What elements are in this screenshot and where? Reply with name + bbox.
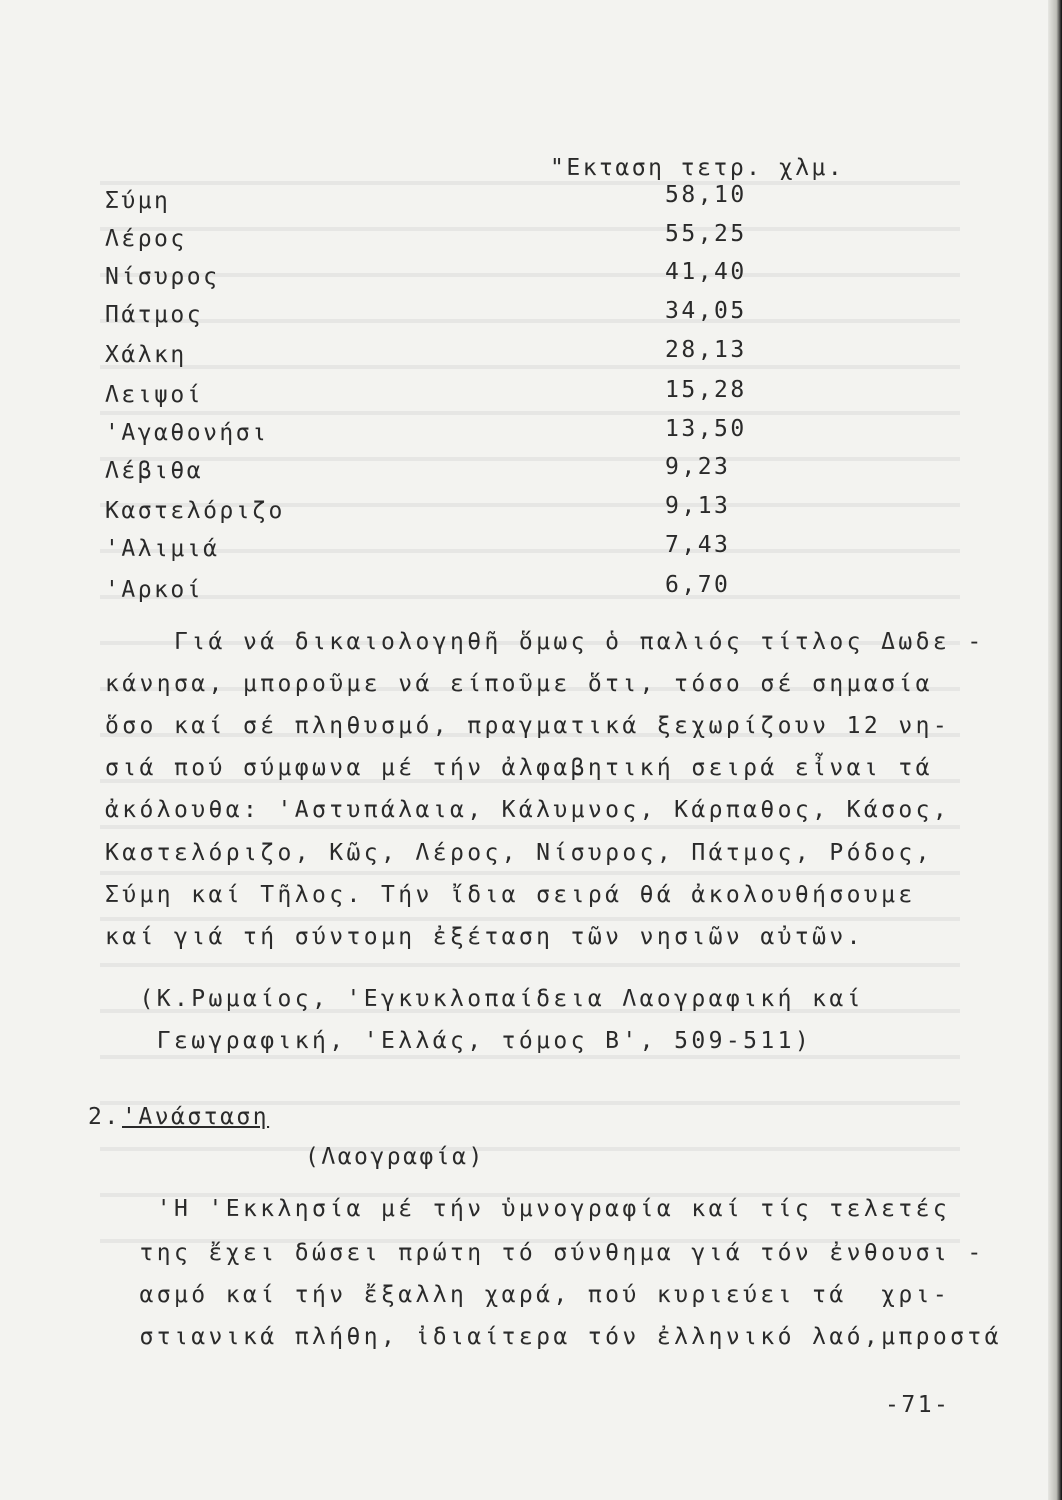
table-row-name: 'Αλιμιά xyxy=(105,536,220,562)
citation-line: Γεωγραφική, 'Ελλάς, τόμος Β', 509-511) xyxy=(105,1028,813,1054)
table-row-value: 6,70 xyxy=(665,572,731,598)
paragraph-line: κάνησα, μποροῦμε νά είποῦμε ὅτι, τόσο σέ σημασία xyxy=(105,671,933,697)
table-row-value: 58,10 xyxy=(665,182,747,208)
table-row-name: Καστελόριζο xyxy=(105,498,285,524)
paragraph-line: της ἔχει δώσει πρώτη τό σύνθημα γιά τόν ἐνθουσι - xyxy=(105,1240,985,1266)
table-row-value: 13,50 xyxy=(665,416,747,442)
paragraph-line: ὅσο καί σέ πληθυσμό, πραγματικά ξεχωρίζουν 12 νη- xyxy=(105,713,951,739)
page-edge-shadow xyxy=(1048,0,1062,1500)
table-row-name: Νίσυρος xyxy=(105,264,220,290)
table-header-area: "Εκταση τετρ. χλμ. xyxy=(550,155,845,181)
table-row-name: 'Αρκοί xyxy=(105,577,204,603)
section-subtitle: (Λαογραφία) xyxy=(305,1144,485,1170)
table-row-name: Λέρος xyxy=(105,226,187,252)
table-row-value: 7,43 xyxy=(665,532,731,558)
table-row-value: 55,25 xyxy=(665,221,747,247)
bleed-through-text xyxy=(100,155,960,1255)
table-row-value: 15,28 xyxy=(665,377,747,403)
page-number: -71- xyxy=(885,1392,951,1418)
paragraph-line: σιά πού σύμφωνα μέ τήν ἀλφαβητική σειρά εἶναι τά xyxy=(105,755,933,781)
table-row-value: 9,23 xyxy=(665,454,731,480)
table-row-name: Πάτμος xyxy=(105,302,204,328)
section-number: 2. xyxy=(88,1104,121,1130)
paragraph-line: καί γιά τή σύντομη ἐξέταση τῶν νησιῶν αὐτῶν. xyxy=(105,924,864,950)
section-title: 'Ανάσταση xyxy=(122,1104,270,1130)
paragraph-line: ἀκόλουθα: 'Αστυπάλαια, Κάλυμνος, Κάρπαθος, Κάσος, xyxy=(105,797,951,823)
paragraph-line: στιανικά πλήθη, ἰδιαίτερα τόν ἐλληνικό λαό,μπροστά xyxy=(105,1324,1002,1350)
paragraph-line: ασμό καί τήν ἔξαλλη χαρά, πού κυριεύει τά χρι- xyxy=(105,1282,951,1308)
table-row-name: Λέβιθα xyxy=(105,458,204,484)
paragraph-line: Γιά νά δικαιολογηθῆ ὅμως ὁ παλιός τίτλος Δωδε - xyxy=(105,629,985,655)
table-row-name: Λειψοί xyxy=(105,382,204,408)
table-row-name: Χάλκη xyxy=(105,342,187,368)
table-row-name: Σύμη xyxy=(105,188,171,214)
citation-line: (Κ.Ρωμαίος, 'Εγκυκλοπαίδεια Λαογραφική καί xyxy=(105,986,864,1012)
table-row-value: 28,13 xyxy=(665,337,747,363)
paragraph-line: 'Η 'Εκκλησία μέ τήν ὑμνογραφία καί τίς τελετές xyxy=(105,1196,951,1222)
paragraph-line: Καστελόριζο, Κῶς, Λέρος, Νίσυρος, Πάτμος, Ρόδος, xyxy=(105,840,933,866)
table-row-value: 34,05 xyxy=(665,298,747,324)
paragraph-line: Σύμη καί Τῆλος. Τήν ἴδια σειρά θά ἀκολουθήσουμε xyxy=(105,882,916,908)
table-row-value: 9,13 xyxy=(665,493,731,519)
table-row-name: 'Αγαθονήσι xyxy=(105,420,269,446)
table-row-value: 41,40 xyxy=(665,259,747,285)
